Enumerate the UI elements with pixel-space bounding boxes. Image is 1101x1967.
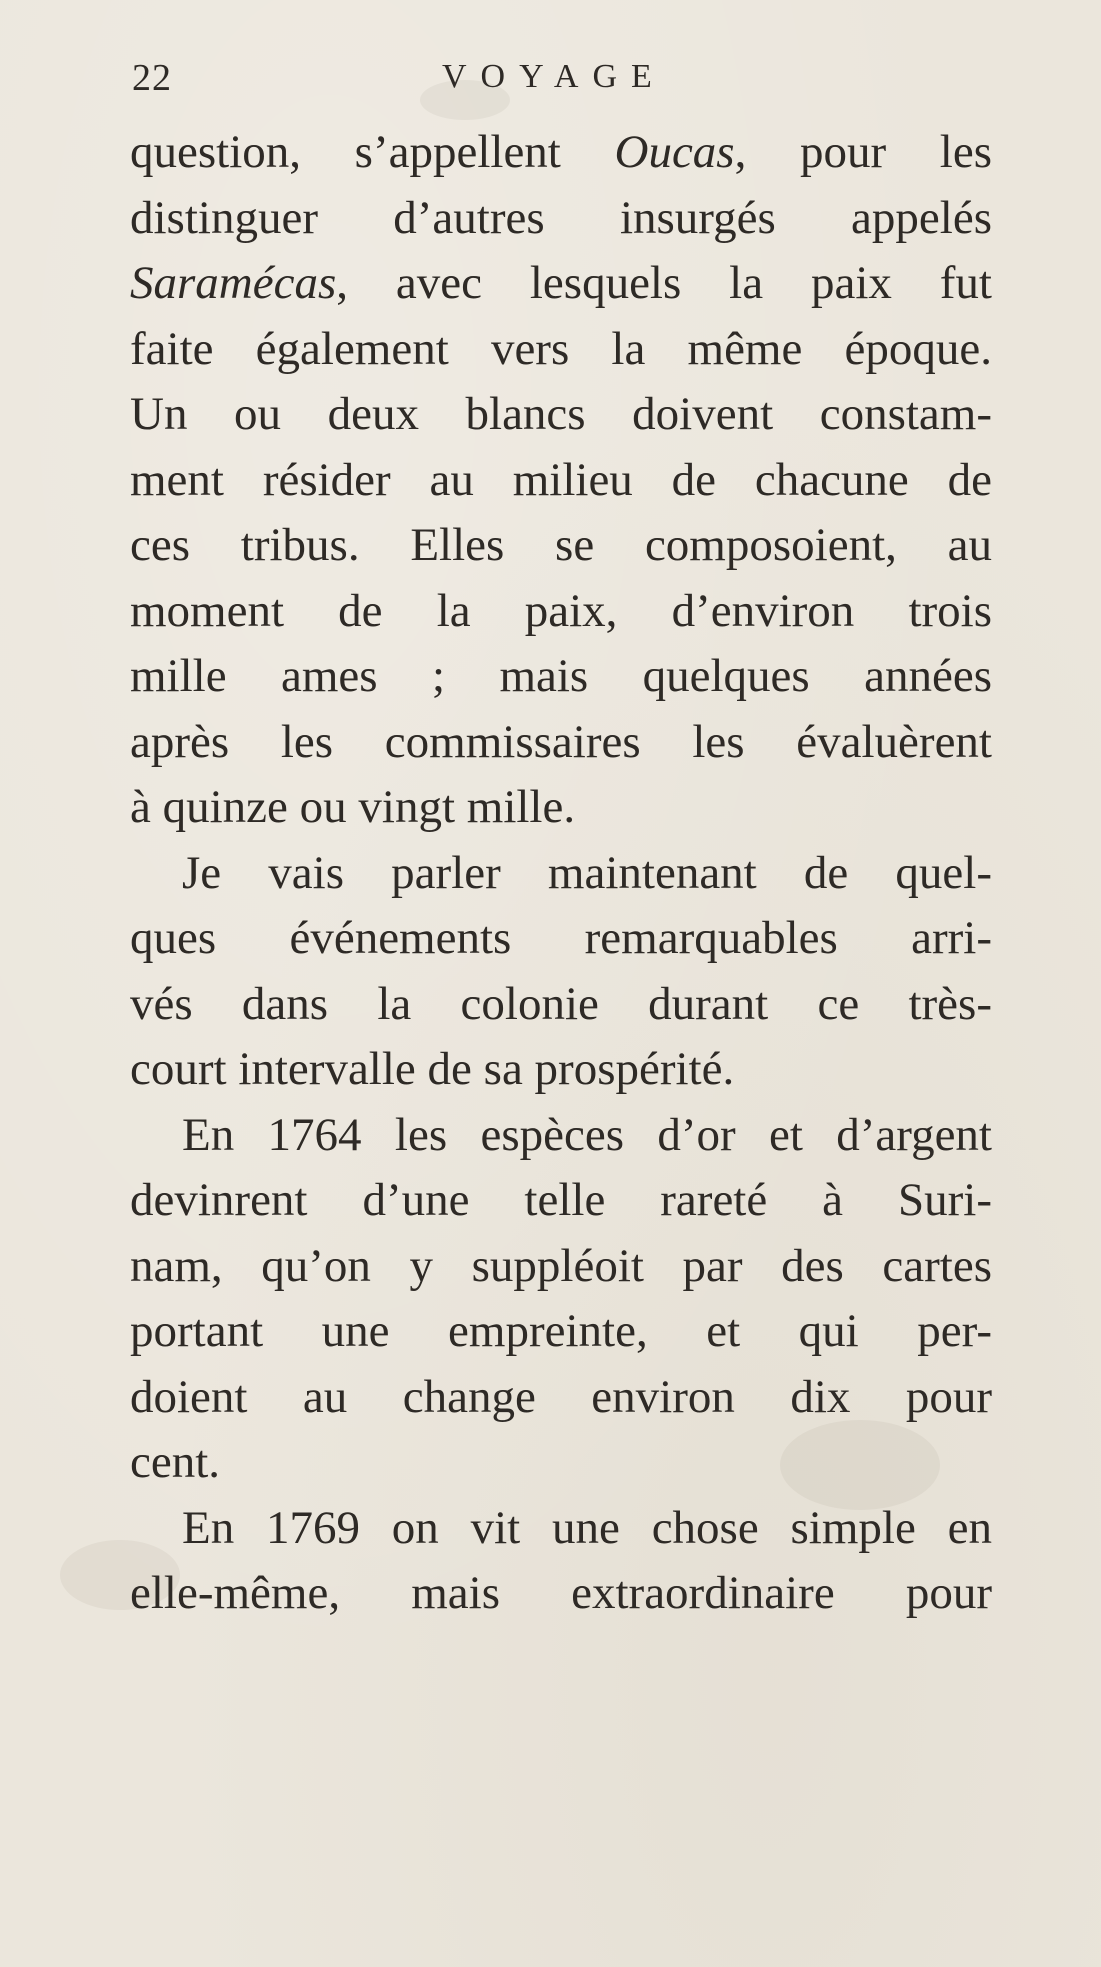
text-line: ques événements remarquables arri- [130,912,992,964]
text-line: distinguer d’autres insurgés appelés [130,191,992,244]
paragraph [130,841,992,1103]
text-line: devinrent d’une telle rareté à Suri- [130,1174,992,1226]
text-line: mille ames ; mais quelques années [130,650,992,702]
running-head [132,56,992,112]
text-line: Saramécas, avec lesquels la paix fut [130,257,992,309]
text-line: En 1769 on vit une chose simple en [182,1501,992,1554]
text-line: vés dans la colonie durant ce très- [130,977,992,1030]
text-line: portant une empreinte, et qui per- [130,1305,992,1357]
text-line: elle-même, mais extraordinaire pour [130,1567,992,1619]
text-line: ment résider au milieu de chacune de [130,453,992,506]
italic-name: Saramécas [130,257,337,309]
paragraph [130,1103,992,1496]
text-line: après les commissaires les évaluèrent [130,715,992,768]
text-line: faite également vers la même époque. [130,322,992,375]
text-line: cent. [130,1436,221,1488]
page-number: 22 [132,57,172,99]
text-line: Un ou deux blancs doivent constam- [130,388,992,440]
running-title: VOYAGE [442,58,666,95]
text-line: nam, qu’on y suppléoit par des cartes [130,1239,992,1292]
text-line: question, s’appellent Oucas, pour les [130,126,992,178]
text-line: moment de la paix, d’environ trois [130,584,992,637]
text-line: court intervalle de sa prospérité. [130,1043,735,1095]
text-line: Je vais parler maintenant de quel- [182,846,992,899]
text-line: En 1764 les espèces d’or et d’argent [182,1108,992,1161]
paragraph [130,120,992,841]
text-line: à quinze ou vingt mille. [130,781,576,833]
body-text [130,120,992,1627]
italic-name: Oucas [614,126,735,178]
text-line: ces tribus. Elles se composoient, au [130,519,992,571]
paragraph [130,1496,992,1627]
text-line: doient au change environ dix pour [130,1370,992,1423]
